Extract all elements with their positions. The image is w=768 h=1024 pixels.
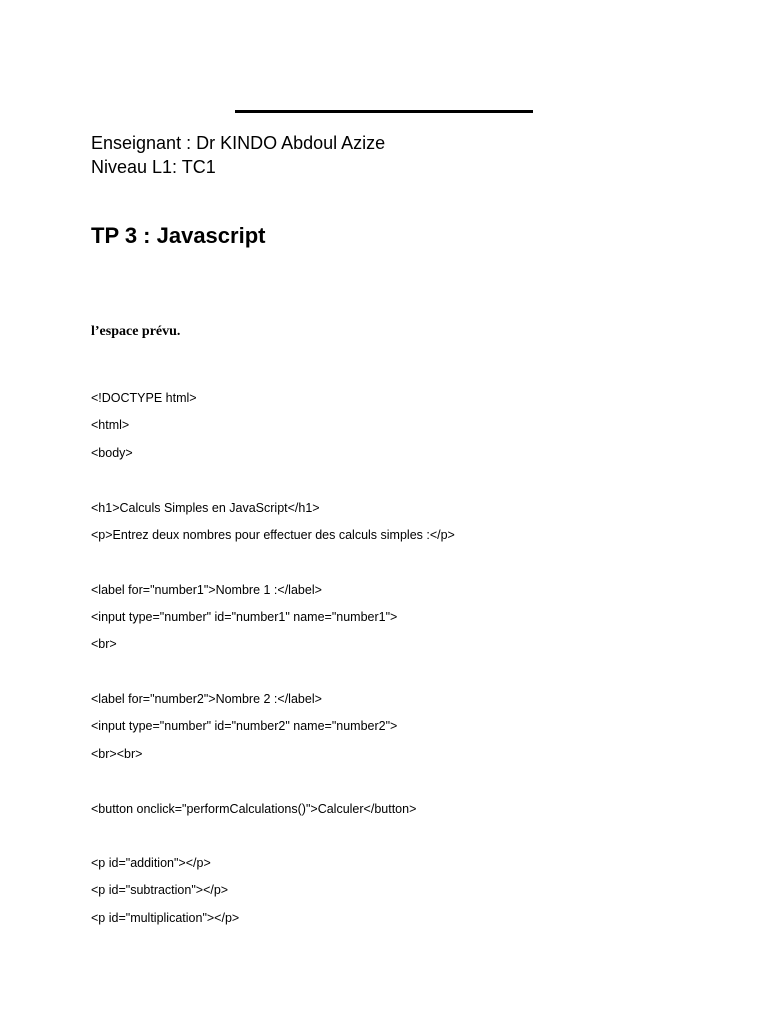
header-divider <box>235 110 533 113</box>
code-line: <input type="number" id="number1" name="number1"> <box>91 610 398 624</box>
code-line: <body> <box>91 446 133 460</box>
teacher-line: Enseignant : Dr KINDO Abdoul Azize <box>91 133 386 153</box>
code-line: <!DOCTYPE html> <box>91 391 197 405</box>
code-line: <label for="number1">Nombre 1 :</label> <box>91 583 322 597</box>
instruction-note: l’espace prévu. <box>91 324 181 339</box>
level-line: Niveau L1: TC1 <box>91 157 216 177</box>
code-line: <p id="subtraction"></p> <box>91 883 229 897</box>
code-line: <p id="multiplication"></p> <box>91 911 240 925</box>
code-line: <label for="number2">Nombre 2 :</label> <box>91 692 322 706</box>
code-line: <h1>Calculs Simples en JavaScript</h1> <box>91 501 320 515</box>
code-line: <br> <box>91 637 117 651</box>
code-line: <br><br> <box>91 747 143 761</box>
code-line: <input type="number" id="number2" name="number2"> <box>91 719 398 733</box>
document-title: TP 3 : Javascript <box>91 223 266 248</box>
code-line: <button onclick="performCalculations()">Calculer</button> <box>91 802 417 816</box>
code-line: <p>Entrez deux nombres pour effectuer des calculs simples :</p> <box>91 528 455 542</box>
code-line: <p id="addition"></p> <box>91 856 211 870</box>
code-line: <html> <box>91 418 130 432</box>
